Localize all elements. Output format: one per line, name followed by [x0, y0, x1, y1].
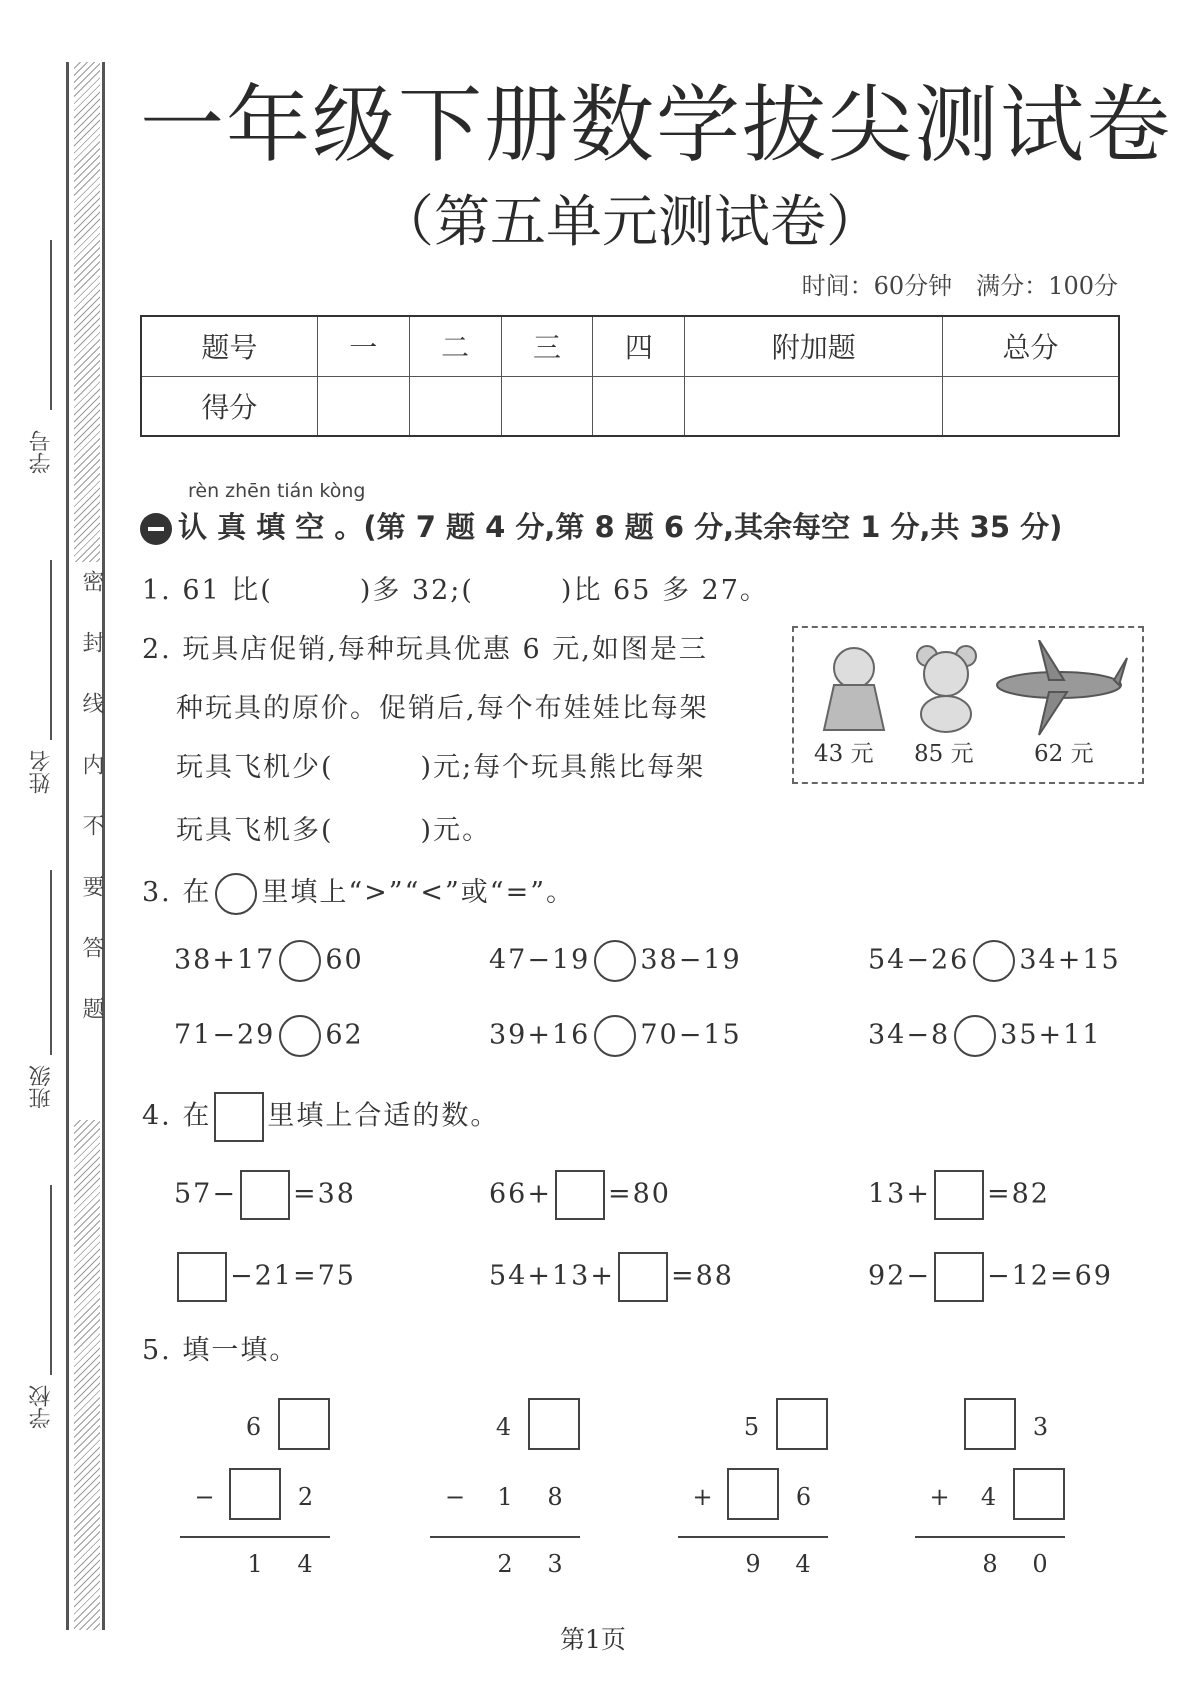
digit: 3 [1032, 1413, 1049, 1441]
class-line[interactable] [50, 870, 52, 1055]
prompt-text: 里填上“>”“<”或“=”。 [261, 877, 576, 908]
expr-part: −21=75 [230, 1260, 356, 1292]
section-heading [140, 505, 1062, 546]
fill-item [174, 1252, 356, 1302]
left-expr: 54−26 [868, 944, 970, 976]
prompt-text: 里填上合适的数。 [267, 1100, 500, 1132]
digit: 6 [245, 1413, 262, 1441]
digit: 0 [1032, 1550, 1048, 1578]
fill-item [174, 1170, 356, 1220]
expr-part: 13+ [868, 1178, 931, 1210]
compare-item [868, 1015, 1102, 1057]
right-expr: 38−19 [640, 944, 742, 976]
compare-circle[interactable] [279, 1015, 321, 1057]
circle-icon [215, 873, 257, 915]
prompt-text: 4. 在 [142, 1100, 212, 1132]
right-expr: 60 [325, 944, 364, 976]
expr-part: 92− [868, 1260, 931, 1292]
expr-part: 66+ [489, 1178, 552, 1210]
compare-circle[interactable] [973, 940, 1015, 982]
teddy-bear-icon [909, 642, 984, 734]
digit: 5 [743, 1413, 760, 1441]
header-cell: 题号 [141, 316, 317, 376]
compare-item [174, 1015, 364, 1057]
digit: 4 [495, 1413, 512, 1441]
answer-box[interactable] [278, 1398, 330, 1450]
score-cell[interactable] [317, 376, 409, 436]
answer-box[interactable] [555, 1170, 605, 1220]
header-cell: 总分 [943, 316, 1119, 376]
vertical-arithmetic [430, 1392, 580, 1586]
expr-part: 57− [174, 1178, 237, 1210]
score-cell[interactable] [593, 376, 685, 436]
score-cell[interactable] [685, 376, 943, 436]
sum-line [180, 1536, 330, 1538]
expr-part: =88 [670, 1260, 734, 1292]
right-expr: 34+15 [1019, 944, 1121, 976]
square-icon [214, 1092, 264, 1142]
vertical-arithmetic [678, 1392, 828, 1586]
name-label: 姓名 [29, 750, 54, 794]
margin-hatch-bottom [74, 1120, 100, 1630]
school-label: 学校 [29, 1385, 54, 1429]
left-expr: 38+17 [174, 944, 276, 976]
expr-part: =82 [986, 1178, 1050, 1210]
operator: + [692, 1483, 713, 1511]
seal-line-warning: 密 封 线 内 不 要 答 题 [79, 570, 104, 1035]
answer-box[interactable] [1013, 1468, 1065, 1520]
digit: 4 [297, 1550, 313, 1578]
toy-prices-figure [792, 626, 1144, 784]
answer-box[interactable] [229, 1468, 281, 1520]
digit: 6 [795, 1483, 812, 1511]
class-label: 班级 [29, 1065, 54, 1109]
bear-price: 85 元 [914, 741, 974, 767]
compare-item [489, 1015, 742, 1057]
answer-box[interactable] [964, 1398, 1016, 1450]
expr-part: =80 [607, 1178, 671, 1210]
page-number: 第1页 [560, 1625, 626, 1654]
question-2-line: 玩具飞机多( )元。 [176, 815, 492, 846]
airplane-price: 62 元 [1034, 741, 1094, 767]
score-row [141, 376, 1119, 436]
sum-line [678, 1536, 828, 1538]
score-label: 得分 [141, 376, 317, 436]
margin-border-left [66, 62, 69, 1630]
margin-hatch-top [74, 62, 100, 562]
fill-item [489, 1170, 671, 1220]
answer-box[interactable] [727, 1468, 779, 1520]
section-number-badge [140, 513, 172, 545]
question-2-line: 玩具飞机少( )元;每个玩具熊比每架 [176, 752, 706, 783]
answer-box[interactable] [776, 1398, 828, 1450]
digit: 1 [247, 1550, 263, 1578]
question-5-prompt: 5. 填一填。 [142, 1335, 299, 1366]
question-1: 1. 61 比( )多 32;( )比 65 多 27。 [142, 575, 769, 606]
left-expr: 34−8 [868, 1019, 951, 1051]
exam-title: 一年级下册数学拔尖测试卷 [140, 76, 1173, 174]
sum-line [430, 1536, 580, 1538]
digit: 4 [980, 1483, 997, 1511]
exam-subtitle: （第五单元测试卷） [378, 190, 882, 255]
digit: 2 [297, 1483, 314, 1511]
vertical-arithmetic [915, 1392, 1065, 1586]
right-expr: 70−15 [640, 1019, 742, 1051]
answer-box[interactable] [934, 1170, 984, 1220]
school-line[interactable] [50, 1185, 52, 1375]
answer-box[interactable] [240, 1170, 290, 1220]
score-cell[interactable] [943, 376, 1119, 436]
toy-airplane-icon [989, 640, 1134, 740]
answer-box[interactable] [528, 1398, 580, 1450]
header-cell: 二 [409, 316, 501, 376]
answer-box[interactable] [618, 1252, 668, 1302]
score-cell[interactable] [501, 376, 593, 436]
compare-circle[interactable] [279, 940, 321, 982]
left-expr: 71−29 [174, 1019, 276, 1051]
expr-part: −12=69 [986, 1260, 1113, 1292]
operator: − [194, 1483, 215, 1511]
header-cell: 三 [501, 316, 593, 376]
section-pinyin: rèn zhēn tián kòng [188, 480, 366, 502]
section-title: 认 真 填 空 。(第 7 题 4 分,第 8 题 6 分,其余每空 1 分,共 35 分) [178, 510, 1063, 544]
left-expr: 39+16 [489, 1019, 591, 1051]
student-id-line[interactable] [50, 240, 52, 410]
digit: 2 [497, 1550, 513, 1578]
compare-circle[interactable] [594, 940, 636, 982]
digit: 1 [497, 1483, 513, 1511]
header-cell: 附加题 [685, 316, 943, 376]
header-cell: 四 [593, 316, 685, 376]
score-table [140, 315, 1120, 437]
header-cell: 一 [317, 316, 409, 376]
digit: 9 [745, 1550, 761, 1578]
question-2-line: 种玩具的原价。促销后,每个布娃娃比每架 [176, 693, 709, 724]
right-expr: 35+11 [1000, 1019, 1102, 1051]
doll-icon [814, 640, 894, 735]
doll-price: 43 元 [814, 741, 874, 767]
compare-circle[interactable] [594, 1015, 636, 1057]
name-line[interactable] [50, 560, 52, 740]
compare-circle[interactable] [954, 1015, 996, 1057]
fill-item [489, 1252, 734, 1302]
digit: 8 [982, 1550, 998, 1578]
digit: 8 [547, 1483, 563, 1511]
question-4-prompt [142, 1092, 499, 1142]
compare-item [868, 940, 1121, 982]
digit: 4 [795, 1550, 811, 1578]
fill-item [868, 1252, 1113, 1302]
vertical-arithmetic [180, 1392, 330, 1586]
question-2-line: 2. 玩具店促销,每种玩具优惠 6 元,如图是三 [142, 634, 708, 665]
score-cell[interactable] [409, 376, 501, 436]
expr-part: =38 [292, 1178, 356, 1210]
left-expr: 47−19 [489, 944, 591, 976]
operator: − [444, 1483, 466, 1511]
compare-item [489, 940, 742, 982]
student-id-label: 学号 [29, 430, 54, 474]
right-expr: 62 [325, 1019, 364, 1051]
score-table-header [141, 316, 1119, 376]
answer-box[interactable] [934, 1252, 984, 1302]
fill-item [868, 1170, 1050, 1220]
operator: + [929, 1483, 950, 1511]
prompt-text: 3. 在 [142, 877, 212, 908]
expr-part: 54+13+ [489, 1260, 615, 1292]
digit: 3 [547, 1550, 563, 1578]
time-info: 时间：60分钟 满分：100分 [801, 272, 1118, 300]
question-3-prompt [142, 870, 575, 915]
sum-line [915, 1536, 1065, 1538]
answer-box[interactable] [177, 1252, 227, 1302]
compare-item [174, 940, 364, 982]
